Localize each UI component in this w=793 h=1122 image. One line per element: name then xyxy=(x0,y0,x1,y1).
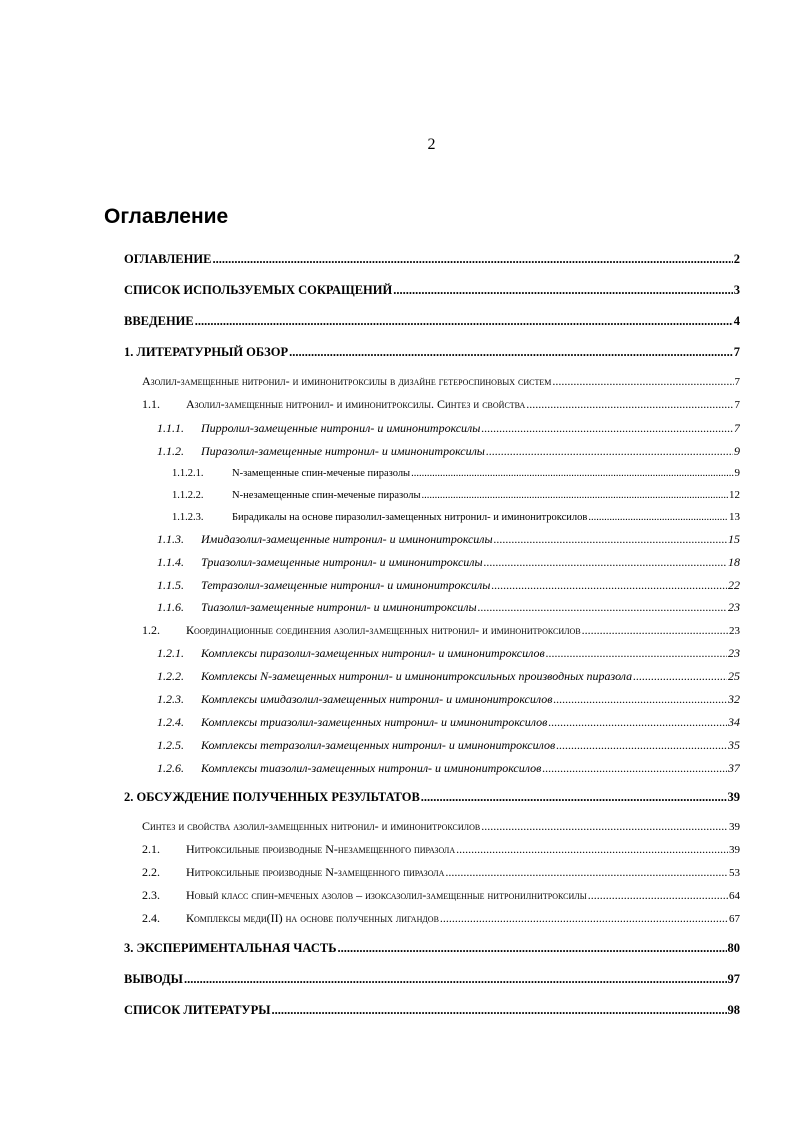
toc-entry-title: Нитроксильные производные N-незамещенного пиразола xyxy=(186,843,456,856)
toc-entry-title: Координационные соединения азолил-замещенных нитронил- и иминонитроксилов xyxy=(186,624,581,637)
toc-entry-1-1-2-1[interactable] xyxy=(172,467,740,480)
toc-entry-page: 7 xyxy=(734,376,740,388)
toc-entry-title: Синтез и свойства азолил-замещенных нитронил- и иминонитроксилов xyxy=(142,820,481,833)
toc-entry-title: Триазолил-замещенные нитронил- и иминонитроксилы xyxy=(201,556,483,569)
toc-entry-title: Тетразолил-замещенные нитронил- и иминонитроксилы xyxy=(201,579,491,592)
toc-entry-number: 1.1.2.3. xyxy=(172,512,204,523)
toc-entry-1-1[interactable] xyxy=(142,398,740,412)
toc-entry-number: 1.1.6. xyxy=(157,601,184,614)
toc-entry-title: Комплексы тиазолил-замещенных нитронил- и иминонитроксилов xyxy=(201,762,542,775)
toc-entry-title: Комплексы N-замещенных нитронил- и иминонитроксильных производных пиразола xyxy=(201,670,633,683)
toc-entry-page: 2 xyxy=(733,252,740,266)
toc-entry-title: Комплексы триазолил-замещенных нитронил- и иминонитроксилов xyxy=(201,716,548,729)
toc-entry-page: 32 xyxy=(728,693,740,706)
toc-entry-page: 23 xyxy=(728,647,740,660)
toc-entry-1-1-5[interactable] xyxy=(157,579,740,593)
toc-entry-page: 37 xyxy=(728,762,740,775)
toc-heading: Оглавление xyxy=(104,205,229,228)
toc-entry-2-2[interactable] xyxy=(142,866,740,880)
toc-entry-abbreviations[interactable] xyxy=(124,283,740,297)
toc-entry-2-3[interactable] xyxy=(142,889,740,903)
toc-entry-title: 2. ОБСУЖДЕНИЕ ПОЛУЧЕННЫХ РЕЗУЛЬТАТОВ xyxy=(124,790,420,804)
toc-entry-page: 97 xyxy=(727,972,740,986)
toc-entry-contents[interactable] xyxy=(124,252,740,266)
toc-entry-page: 13 xyxy=(729,511,740,523)
toc-entry-1-2-3[interactable] xyxy=(157,693,740,707)
toc-entry-experimental[interactable] xyxy=(124,941,740,955)
toc-entry-title: 1. ЛИТЕРАТУРНЫЙ ОБЗОР xyxy=(124,345,289,359)
toc-entry-literature-review[interactable] xyxy=(124,345,740,359)
toc-entry-page: 15 xyxy=(728,533,740,546)
toc-entry-1-1-4[interactable] xyxy=(157,556,740,570)
toc-entry-results-intro[interactable] xyxy=(142,820,740,834)
toc-entry-2-1[interactable] xyxy=(142,843,740,857)
toc-entry-page: 35 xyxy=(728,739,740,752)
toc-entry-1-2-1[interactable] xyxy=(157,647,740,661)
toc-entry-title: N-незамещенные спин-меченые пиразолы xyxy=(232,490,421,501)
toc-entry-page: 23 xyxy=(729,625,740,637)
toc-entry-page: 18 xyxy=(728,556,740,569)
toc-entry-1-1-2[interactable] xyxy=(157,445,740,459)
toc-entry-conclusions[interactable] xyxy=(124,972,740,986)
toc-entry-page: 3 xyxy=(733,283,740,297)
toc-entry-title: Тиазолил-замещенные нитронил- и иминонитроксилы xyxy=(201,601,477,614)
toc-entry-page: 67 xyxy=(729,913,740,925)
toc-entry-introduction[interactable] xyxy=(124,314,740,328)
toc-entry-number: 1.2.1. xyxy=(157,647,184,660)
toc-entry-number: 1.1. xyxy=(142,398,160,411)
toc-entry-results-discussion[interactable] xyxy=(124,790,740,804)
toc-entry-page: 9 xyxy=(734,467,740,479)
toc-entry-number: 1.2.5. xyxy=(157,739,184,752)
toc-entry-1-2-5[interactable] xyxy=(157,739,740,753)
toc-entry-number: 1.2.6. xyxy=(157,762,184,775)
toc-entry-title: N-замещенные спин-меченые пиразолы xyxy=(232,468,411,479)
toc-entry-title: Комплексы меди(II) на основе полученных лигандов xyxy=(186,912,439,925)
toc-entry-title: 3. ЭКСПЕРИМЕНТАЛЬНАЯ ЧАСТЬ xyxy=(124,941,337,955)
toc-entry-1-2-2[interactable] xyxy=(157,670,740,684)
toc-entry-number: 2.3. xyxy=(142,889,160,902)
toc-entry-title: ОГЛАВЛЕНИЕ xyxy=(124,252,212,266)
toc-entry-title: Бирадикалы на основе пиразолил-замещенных нитронил- и иминонитроксилов xyxy=(232,512,588,523)
toc-entry-title: СПИСОК ЛИТЕРАТУРЫ xyxy=(124,1003,271,1017)
toc-entry-number: 1.1.4. xyxy=(157,556,184,569)
toc-entry-1-1-3[interactable] xyxy=(157,533,740,547)
toc-entry-number: 1.1.5. xyxy=(157,579,184,592)
toc-entry-1-1-2-3[interactable] xyxy=(172,511,740,524)
toc-entry-title: СПИСОК ИСПОЛЬЗУЕМЫХ СОКРАЩЕНИЙ xyxy=(124,283,393,297)
toc-entry-page: 34 xyxy=(728,716,740,729)
toc-entry-title: Нитроксильные производные N-замещенного пиразола xyxy=(186,866,445,879)
toc-entry-page: 39 xyxy=(729,821,740,833)
toc-entry-title: Комплексы пиразолил-замещенных нитронил- и иминонитроксилов xyxy=(201,647,545,660)
toc-entry-review-intro[interactable] xyxy=(142,375,740,389)
toc-entry-number: 1.2.4. xyxy=(157,716,184,729)
toc-entry-number: 1.2.3. xyxy=(157,693,184,706)
toc-entry-page: 98 xyxy=(727,1003,740,1017)
toc-entry-title: Имидазолил-замещенные нитронил- и иминонитроксилы xyxy=(201,533,493,546)
toc-entry-title: ВЫВОДЫ xyxy=(124,972,183,986)
toc-entry-number: 2.1. xyxy=(142,843,160,856)
toc-entry-title: Азолил-замещенные нитронил- и иминонитроксилы в дизайне гетероспиновых систем xyxy=(142,375,552,388)
toc-entry-1-2-6[interactable] xyxy=(157,762,740,776)
toc-entry-1-2[interactable] xyxy=(142,624,740,638)
toc-entry-number: 1.2. xyxy=(142,624,160,637)
toc-entry-2-4[interactable] xyxy=(142,912,740,926)
toc-entry-number: 1.2.2. xyxy=(157,670,184,683)
toc-entry-page: 53 xyxy=(729,867,740,879)
toc-entry-page: 7 xyxy=(734,422,740,435)
toc-entry-1-1-1[interactable] xyxy=(157,422,740,436)
toc-entry-page: 39 xyxy=(729,844,740,856)
toc-entry-page: 22 xyxy=(728,579,740,592)
toc-entry-title: Новый класс спин-меченых азолов – изоксазолил-замещенные нитронилнитроксилы xyxy=(186,889,587,902)
toc-entry-number: 1.1.1. xyxy=(157,422,184,435)
toc-entry-references[interactable] xyxy=(124,1003,740,1017)
toc-entry-title: Комплексы имидазолил-замещенных нитронил- и иминонитроксилов xyxy=(201,693,553,706)
toc-entry-title: Азолил-замещенные нитронил- и иминонитроксилы. Синтез и свойства xyxy=(186,398,526,411)
toc-entry-title: Пиразолил-замещенные нитронил- и иминонитроксилы xyxy=(201,445,485,458)
toc-entry-page: 39 xyxy=(727,790,740,804)
toc-entry-number: 1.1.2.2. xyxy=(172,490,204,501)
toc-entry-page: 7 xyxy=(734,399,740,411)
toc-entry-title: Пирролил-замещенные нитронил- и иминонитроксилы xyxy=(201,422,481,435)
toc-entry-title: ВВЕДЕНИЕ xyxy=(124,314,194,328)
toc-entry-page: 12 xyxy=(729,489,740,501)
toc-entry-number: 2.2. xyxy=(142,866,160,879)
toc-entry-page: 7 xyxy=(733,345,740,359)
toc-entry-number: 1.1.3. xyxy=(157,533,184,546)
toc-entry-1-1-2-2[interactable] xyxy=(172,489,740,502)
toc-entry-number: 1.1.2.1. xyxy=(172,468,204,479)
toc-entry-page: 64 xyxy=(729,890,740,902)
toc-entry-number: 1.1.2. xyxy=(157,445,184,458)
toc-entry-1-2-4[interactable] xyxy=(157,716,740,730)
toc-entry-page: 4 xyxy=(733,314,740,328)
toc-entry-page: 23 xyxy=(728,601,740,614)
toc-entry-number: 2.4. xyxy=(142,912,160,925)
page-number: 2 xyxy=(427,136,436,153)
toc-entry-title: Комплексы тетразолил-замещенных нитронил- и иминонитроксилов xyxy=(201,739,556,752)
toc-entry-page: 80 xyxy=(727,941,740,955)
toc-entry-page: 25 xyxy=(728,670,740,683)
toc-entry-page: 9 xyxy=(734,445,740,458)
toc-entry-1-1-6[interactable] xyxy=(157,601,740,615)
